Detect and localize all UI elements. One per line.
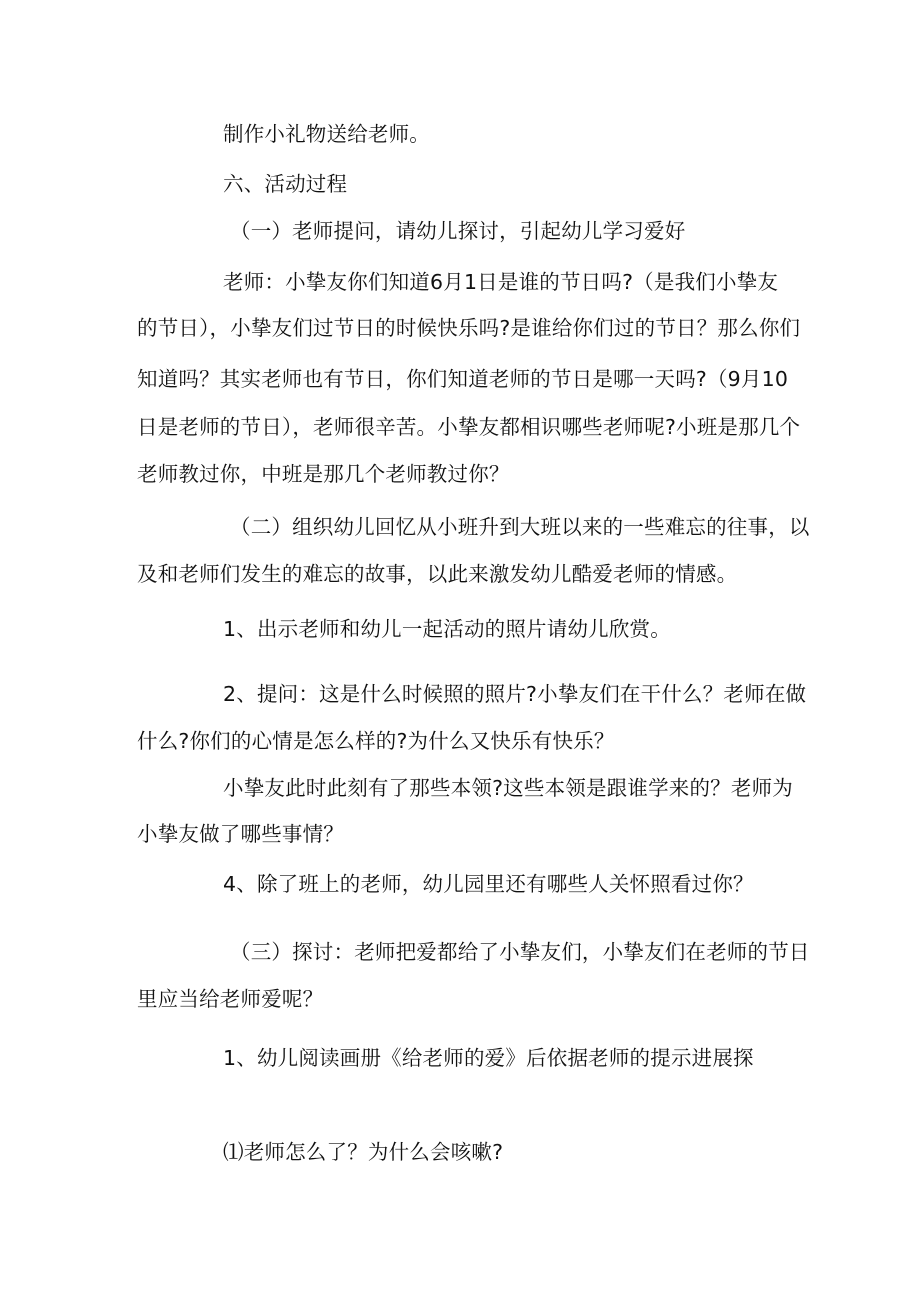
list-item: 1、幼儿阅读画册《给老师的爱》后依据老师的提示进展探: [223, 1046, 754, 1070]
list-item: 1、出示老师和幼儿一起活动的照片请幼儿欣赏。: [223, 617, 671, 641]
list-item: 4、除了班上的老师，幼儿园里还有哪些人关怀照看过你？: [223, 872, 754, 896]
paragraph-line: 日是老师的节日），老师很辛苦。小挚友都相识哪些老师呢?小班是那几个: [137, 415, 801, 439]
section-heading: 六、活动过程: [223, 172, 348, 196]
subsection-heading: （一）老师提问，请幼儿探讨，引起幼儿学习爱好: [230, 219, 686, 243]
subsection-heading: （二）组织幼儿回忆从小班升到大班以来的一些难忘的往事，以: [230, 515, 810, 539]
list-item: ⑴老师怎么了？为什么会咳嗽?: [223, 1140, 504, 1164]
paragraph-line: 制作小礼物送给老师。: [223, 122, 430, 146]
paragraph-line: 里应当给老师爱呢？: [137, 987, 324, 1011]
paragraph-line: 的节日），小挚友们过节日的时候快乐吗?是谁给你们过的节日？那么你们: [137, 316, 801, 340]
paragraph-line: 什么?你们的心情是怎么样的?为什么又快乐有快乐？: [137, 729, 615, 753]
subsection-heading: （三）探讨：老师把爱都给了小挚友们，小挚友们在老师的节日: [230, 940, 810, 964]
paragraph-line: 知道吗？其实老师也有节日，你们知道老师的节日是哪一天吗?（9月10: [137, 367, 789, 391]
paragraph-line: 老师：小挚友你们知道6月1日是谁的节日吗?（是我们小挚友: [223, 270, 779, 294]
paragraph-line: 及和老师们发生的难忘的故事，以此来激发幼儿酷爱老师的情感。: [137, 562, 738, 586]
list-item: 2、提问：这是什么时候照的照片?小挚友们在干什么？老师在做: [223, 682, 807, 706]
paragraph-line: 老师教过你，中班是那几个老师教过你？: [137, 462, 510, 486]
paragraph-line: 小挚友做了哪些事情？: [137, 822, 344, 846]
paragraph-line: 小挚友此时此刻有了那些本领?这些本领是跟谁学来的？老师为: [223, 776, 793, 800]
